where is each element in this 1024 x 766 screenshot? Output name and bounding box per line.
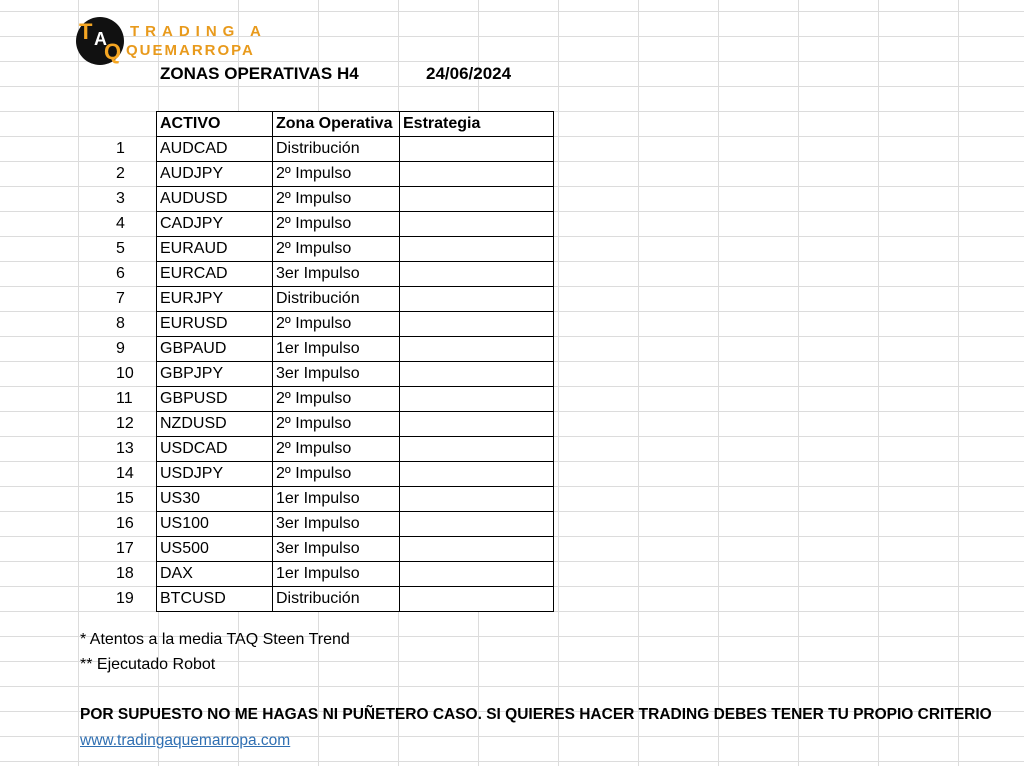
cell-activo[interactable]: AUDUSD: [157, 187, 273, 212]
logo-letter-q: Q: [104, 39, 122, 64]
logo-text-line1: TRADING A: [130, 23, 267, 40]
cell-estrategia[interactable]: [400, 587, 554, 612]
cell-zona-operativa[interactable]: Distribución: [273, 587, 400, 612]
cell-activo[interactable]: AUDCAD: [157, 137, 273, 162]
row-number: 15: [116, 490, 134, 507]
cell-activo[interactable]: GBPAUD: [157, 337, 273, 362]
cell-zona-operativa[interactable]: 2º Impulso: [273, 412, 400, 437]
table-row: [113, 437, 554, 462]
page-title: ZONAS OPERATIVAS H4: [160, 64, 359, 83]
cell-zona-operativa[interactable]: 3er Impulso: [273, 362, 400, 387]
note-media-trend: * Atentos a la media TAQ Steen Trend: [80, 631, 350, 648]
cell-estrategia[interactable]: [400, 512, 554, 537]
table-row: [113, 462, 554, 487]
table-row: [113, 487, 554, 512]
cell-activo[interactable]: US100: [157, 512, 273, 537]
cell-zona-operativa[interactable]: 2º Impulso: [273, 437, 400, 462]
cell-activo[interactable]: CADJPY: [157, 212, 273, 237]
table-row: [113, 587, 554, 612]
cell-estrategia[interactable]: [400, 387, 554, 412]
column-header-estrategia[interactable]: Estrategia: [400, 112, 554, 137]
cell-activo[interactable]: AUDJPY: [157, 162, 273, 187]
table-row: [113, 562, 554, 587]
cell-estrategia[interactable]: [400, 237, 554, 262]
row-number: 12: [116, 415, 134, 432]
row-number: 10: [116, 365, 134, 382]
cell-activo[interactable]: EURCAD: [157, 262, 273, 287]
table-row: [113, 262, 554, 287]
cell-estrategia[interactable]: [400, 362, 554, 387]
row-number: 6: [116, 265, 125, 282]
table-row: [113, 137, 554, 162]
cell-activo[interactable]: USDJPY: [157, 462, 273, 487]
cell-estrategia[interactable]: [400, 412, 554, 437]
cell-estrategia[interactable]: [400, 312, 554, 337]
table-row: [113, 337, 554, 362]
row-number: 8: [116, 315, 125, 332]
cell-activo[interactable]: EURUSD: [157, 312, 273, 337]
table-row: [113, 512, 554, 537]
cell-estrategia[interactable]: [400, 462, 554, 487]
table-row: [113, 412, 554, 437]
zones-table-body: [113, 137, 554, 612]
cell-activo[interactable]: BTCUSD: [157, 587, 273, 612]
cell-estrategia[interactable]: [400, 187, 554, 212]
note-robot: ** Ejecutado Robot: [80, 656, 216, 673]
disclaimer-text: POR SUPUESTO NO ME HAGAS NI PUÑETERO CASO. SI QUIERES HACER TRADING DEBES TENER TU PROPIO CRITERIO: [80, 706, 992, 723]
table-header-row: [113, 112, 554, 137]
cell-activo[interactable]: EURAUD: [157, 237, 273, 262]
cell-estrategia[interactable]: [400, 262, 554, 287]
logo-letter-a: A: [94, 29, 107, 49]
row-number: 5: [116, 240, 125, 257]
cell-zona-operativa[interactable]: 2º Impulso: [273, 237, 400, 262]
cell-zona-operativa[interactable]: 3er Impulso: [273, 512, 400, 537]
report-date: 24/06/2024: [426, 64, 512, 83]
cell-activo[interactable]: US500: [157, 537, 273, 562]
table-row: [113, 312, 554, 337]
table-row: [113, 537, 554, 562]
zones-table: [113, 111, 554, 612]
cell-zona-operativa[interactable]: 2º Impulso: [273, 187, 400, 212]
row-number: 2: [116, 165, 125, 182]
website-link[interactable]: www.tradingaquemarropa.com: [80, 732, 291, 749]
cell-zona-operativa[interactable]: 2º Impulso: [273, 312, 400, 337]
row-number: 11: [116, 390, 133, 407]
cell-zona-operativa[interactable]: 2º Impulso: [273, 387, 400, 412]
cell-zona-operativa[interactable]: 1er Impulso: [273, 337, 400, 362]
cell-estrategia[interactable]: [400, 487, 554, 512]
logo-letter-t: T: [79, 19, 93, 44]
row-number: 3: [116, 190, 125, 207]
row-number: 1: [116, 140, 125, 157]
row-number: 17: [116, 540, 134, 557]
cell-zona-operativa[interactable]: 2º Impulso: [273, 212, 400, 237]
row-number: 13: [116, 440, 134, 457]
cell-activo[interactable]: US30: [157, 487, 273, 512]
table-row: [113, 237, 554, 262]
cell-activo[interactable]: DAX: [157, 562, 273, 587]
row-number: 9: [116, 340, 125, 357]
row-number: 16: [116, 515, 134, 532]
table-row: [113, 212, 554, 237]
logo-badge: [76, 17, 124, 65]
cell-zona-operativa[interactable]: 1er Impulso: [273, 562, 400, 587]
cell-activo[interactable]: EURJPY: [157, 287, 273, 312]
column-header-zona[interactable]: Zona Operativa: [273, 112, 400, 137]
cell-estrategia[interactable]: [400, 137, 554, 162]
table-row: [113, 187, 554, 212]
cell-estrategia[interactable]: [400, 337, 554, 362]
row-number-header: [113, 112, 157, 137]
cell-activo[interactable]: GBPUSD: [157, 387, 273, 412]
cell-estrategia[interactable]: [400, 287, 554, 312]
cell-estrategia[interactable]: [400, 162, 554, 187]
logo-text-line2: QUEMARROPA: [126, 42, 255, 59]
cell-estrategia[interactable]: [400, 562, 554, 587]
row-number: 14: [116, 465, 134, 482]
cell-activo[interactable]: GBPJPY: [157, 362, 273, 387]
table-row: [113, 162, 554, 187]
cell-estrategia[interactable]: [400, 437, 554, 462]
row-number: 18: [116, 565, 134, 582]
cell-activo[interactable]: USDCAD: [157, 437, 273, 462]
cell-activo[interactable]: NZDUSD: [157, 412, 273, 437]
column-header-activo[interactable]: ACTIVO: [157, 112, 273, 137]
table-row: [113, 287, 554, 312]
row-number: 19: [116, 590, 134, 607]
cell-zona-operativa[interactable]: Distribución: [273, 137, 400, 162]
row-number: 4: [116, 215, 125, 232]
brand-logo: [76, 17, 316, 67]
row-number: 7: [116, 290, 125, 307]
cell-zona-operativa[interactable]: 2º Impulso: [273, 162, 400, 187]
cell-zona-operativa[interactable]: 3er Impulso: [273, 537, 400, 562]
table-row: [113, 362, 554, 387]
cell-estrategia[interactable]: [400, 212, 554, 237]
cell-estrategia[interactable]: [400, 537, 554, 562]
table-row: [113, 387, 554, 412]
cell-zona-operativa[interactable]: 1er Impulso: [273, 487, 400, 512]
cell-zona-operativa[interactable]: 2º Impulso: [273, 462, 400, 487]
cell-zona-operativa[interactable]: Distribución: [273, 287, 400, 312]
cell-zona-operativa[interactable]: 3er Impulso: [273, 262, 400, 287]
